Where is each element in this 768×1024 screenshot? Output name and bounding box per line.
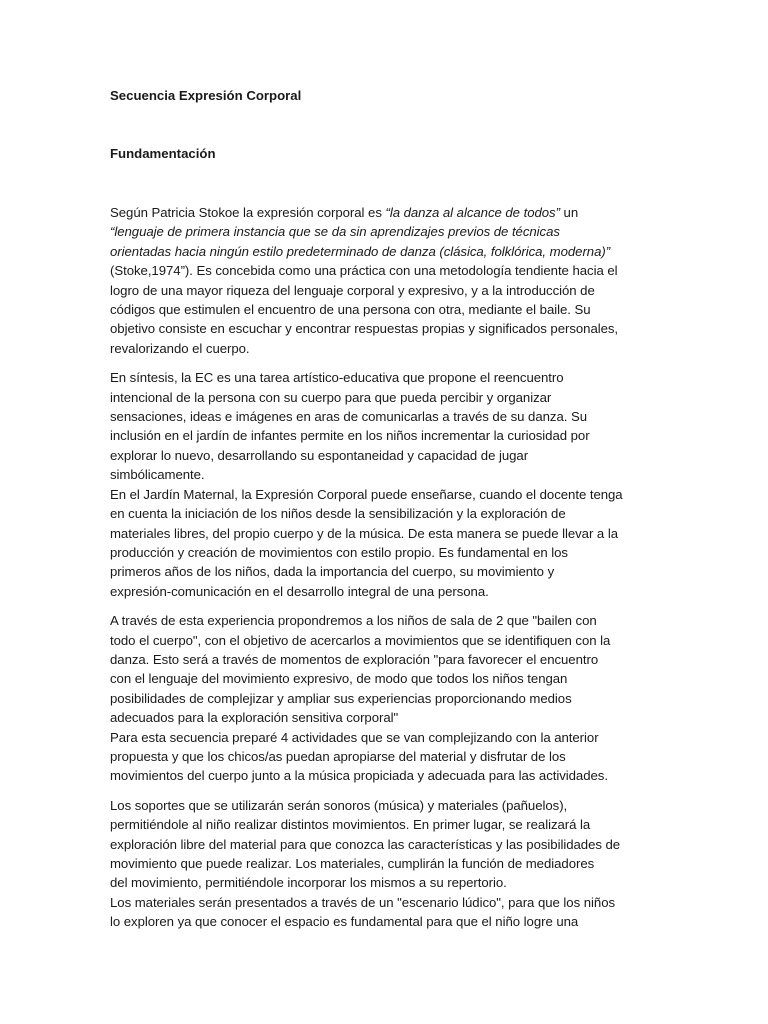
document-body bbox=[110, 86, 658, 932]
paragraph-2: En síntesis, la EC es una tarea artístico-educativa que propone el reencuentro intencional de la persona con su cuerpo para que pueda percibir y organizar sensaciones, ideas e imágenes en aras de comunicarlas a través de su danza. Su inclusión en el jardín de infantes permite en los niños incrementar la curiosidad por explorar lo nuevo, desarrollando su espontaneidad y capacidad de jugar simbólicamente. bbox=[110, 370, 590, 483]
section-heading: Fundamentación bbox=[110, 146, 216, 161]
document-title: Secuencia Expresión Corporal bbox=[110, 88, 302, 103]
paragraph-1-text-c: un bbox=[563, 205, 579, 220]
paragraph-4: A través de esta experiencia propondremos a los niños de sala de 2 que "bailen con todo el cuerpo", con el objetivo de acercarlos a movimientos que se identifiquen con la danza. Esto será a través de momentos de exploración "para favorecer el encuentro con el lenguaje del movimiento expresivo, de modo que todos los niños tengan posibilidades de complejizar y ampliar sus experiencias proporcionando medios adecuados para la exploración sensitiva corporal" bbox=[110, 613, 611, 726]
paragraph-6: Los soportes que se utilizarán serán sonoros (música) y materiales (pañuelos), permitiéndole al niño realizar distintos movimientos. En primer lugar, se realizará la exploración libre del material para que conozca las características y las posibilidades de movimiento que puede realizar. Los materiales, cumplirán la función de mediadores del movimiento, permitiéndole incorporar los mismos a su repertorio. bbox=[110, 797, 621, 891]
paragraph-5: Para esta secuencia preparé 4 actividades que se van complejizando con la anterior propuesta y que los chicos/as puedan apropiarse del material y disfrutar de los movimientos del cuerpo junto a la música propiciada y adecuada para las actividades. bbox=[110, 729, 608, 784]
paragraph-1-text-a: Según Patricia Stokoe la expresión corporal es bbox=[110, 205, 386, 220]
paragraph-1-quote-2: “lenguaje de primera instancia que se da sin aprendizajes previos de técnicas orientadas hacia ningún estilo predeterminado de danza (clásica, folklórica, moderna)” bbox=[110, 224, 611, 259]
paragraph-3: En el Jardín Maternal, la Expresión Corporal puede enseñarse, cuando el docente tenga en cuenta la iniciación de los niños desde la sensibilización y la exploración de materiales libres, del propio cuerpo y de la música. De esta manera se puede llevar a la producción y creación de movimientos con estilo propio. Es fundamental en los primeros años de los niños, dada la importancia del cuerpo, su movimiento y expresión-comunicación en el desarrollo integral de una persona. bbox=[110, 486, 623, 599]
paragraph-1-text-e: (Stoke,1974”). Es concebida como una práctica con una metodología tendiente hacia el logro de una mayor riqueza del lenguaje corporal y expresivo, y a la introducción de códigos que estimulen el encuentro de una persona con otra, mediante el baile. Su objetivo consiste en escuchar y encontrar respuestas propias y significados personales, revalorizando el cuerpo. bbox=[110, 263, 619, 356]
paragraph-1-quote-1: “la danza al alcance de todos” bbox=[385, 205, 560, 220]
paragraph-1 bbox=[110, 203, 658, 358]
paragraph-7: Los materiales serán presentados a través de un "escenario lúdico", para que los niños lo exploren ya que conocer el espacio es fundamental para que el niño logre una bbox=[110, 894, 616, 930]
